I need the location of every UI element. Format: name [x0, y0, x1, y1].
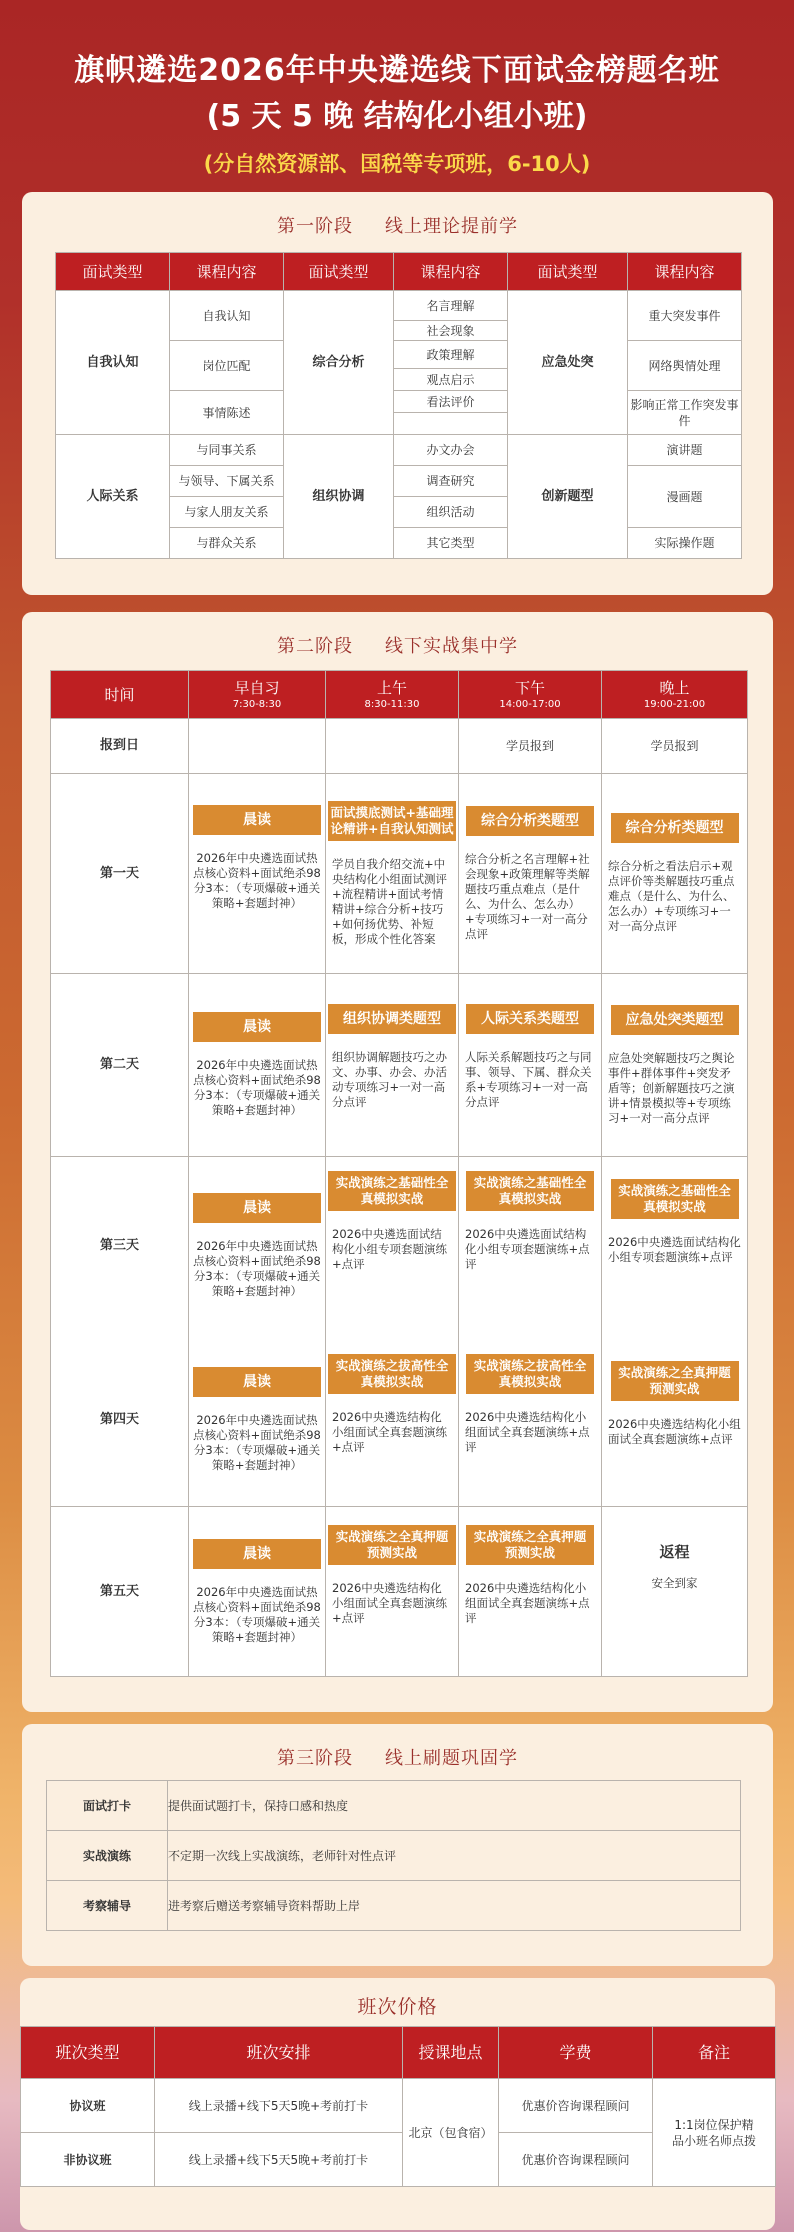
type-cell: 创新题型: [508, 435, 628, 559]
day-label: 第三天: [51, 1157, 189, 1335]
content-cell: 网络舆情处理: [628, 341, 742, 391]
am-cell: [326, 1335, 459, 1507]
col-header: 授课地点: [403, 2027, 499, 2079]
type-cell: 综合分析: [284, 291, 394, 435]
session-title: 晨读: [193, 1539, 321, 1569]
session-desc: 2026中央遴选面试结构化小组专项套题演练+点评: [465, 1227, 590, 1272]
class-fee: 优惠价咨询课程顾问: [499, 2133, 653, 2187]
col-header-time: 时间: [51, 671, 189, 719]
cell: 学员报到: [602, 719, 748, 774]
content-cell: 岗位匹配: [170, 341, 284, 391]
pm-cell: [459, 1507, 602, 1677]
session-desc: 学员自我介绍交流+中央结构化小组面试测评+流程精讲+面试考情精讲+综合分析+技巧+如何扬优势、补短板，形成个性化答案: [332, 856, 447, 946]
pm-cell: [459, 774, 602, 974]
col-header: 备注: [653, 2027, 776, 2079]
session-title: 实战演练之拔高性全真模拟实战: [328, 1354, 456, 1394]
type-cell: 人际关系: [56, 435, 170, 559]
content-cell: 与家人朋友关系: [170, 497, 284, 528]
pm-cell: [459, 1335, 602, 1507]
session-title: 综合分析类题型: [611, 813, 739, 843]
row-label: 面试打卡: [47, 1781, 168, 1831]
stage2-panel: [22, 612, 773, 1712]
stage3-heading: 第三阶段 线上刷题巩固学: [277, 1748, 518, 1769]
session-title: 返程: [659, 1543, 690, 1561]
content-cell: 办文办会: [394, 435, 508, 466]
session-title: 晨读: [193, 1012, 321, 1042]
morning-cell: [189, 1335, 326, 1507]
type-cell: 组织协调: [284, 435, 394, 559]
eve-cell: [602, 774, 748, 974]
am-cell: [326, 1157, 459, 1335]
stage3-table: [46, 1780, 741, 1931]
am-cell: [326, 974, 459, 1157]
type-cell: 自我认知: [56, 291, 170, 435]
row-text: 提供面试题打卡，保持口感和热度: [168, 1781, 741, 1831]
morning-cell: [189, 1157, 326, 1335]
session-title: 面试摸底测试+基础理论精讲+自我认知测试: [328, 801, 456, 841]
day-label: 第五天: [51, 1507, 189, 1677]
session-desc: 综合分析之看法启示+观点评价等类解题技巧重点难点（是什么、为什么、怎么办）+专项练习+一对一高分点评: [608, 859, 735, 933]
row-text: 不定期一次线上实战演练，老师针对性点评: [168, 1831, 741, 1881]
class-location: 北京（包食宿）: [403, 2079, 499, 2187]
content-cell: 与同事关系: [170, 435, 284, 466]
session-desc: 2026中央遴选面试结构化小组专项套题演练+点评: [332, 1227, 447, 1272]
eve-cell: [602, 1507, 748, 1677]
sub-title: (5 天 5 晚 结构化小组小班): [206, 99, 588, 134]
morning-cell: [189, 974, 326, 1157]
session-title: 实战演练之基础性全真模拟实战: [611, 1179, 739, 1219]
stage2-table: [50, 670, 748, 1677]
content-cell: 其它类型: [394, 528, 508, 559]
session-desc: 2026中央遴选结构化小组面试全真套题演练+点评: [608, 1417, 741, 1447]
session-desc: 人际关系解题技巧之与同事、领导、下属、群众关系+专项练习+一对一高分点评: [465, 1050, 592, 1109]
stage1-table: [55, 252, 742, 559]
row-label: 实战演练: [47, 1831, 168, 1881]
content-cell: 观点启示: [394, 369, 508, 391]
price-heading: 班次价格: [357, 1996, 438, 2018]
content-cell: 组织活动: [394, 497, 508, 528]
day-label: 第二天: [51, 974, 189, 1157]
session-title: 组织协调类题型: [328, 1004, 456, 1034]
session-desc: 2026年中央遴选面试热点核心资料+面试绝杀98分3本：（专项爆破+通关策略+套题封神）: [193, 1413, 321, 1473]
session-title: 实战演练之基础性全真模拟实战: [328, 1171, 456, 1211]
col-header: 课程内容: [394, 253, 508, 291]
content-cell: 调查研究: [394, 466, 508, 497]
session-desc: 安全到家: [651, 1576, 698, 1590]
content-cell: 社会现象: [394, 321, 508, 341]
pm-cell: [459, 974, 602, 1157]
eve-cell: [602, 1335, 748, 1507]
am-cell: [326, 774, 459, 974]
content-cell: 重大突发事件: [628, 291, 742, 341]
session-desc: 2026中央遴选结构化小组面试全真套题演练+点评: [332, 1581, 447, 1625]
session-title: 综合分析类题型: [466, 806, 594, 836]
col-header-morning: 早自习 7:30-8:30: [189, 671, 326, 719]
stage1-panel: [22, 192, 773, 595]
col-header: 班次类型: [21, 2027, 155, 2079]
content-cell: 与领导、下属关系: [170, 466, 284, 497]
content-cell: 与群众关系: [170, 528, 284, 559]
content-cell: 政策理解: [394, 341, 508, 369]
session-title: 晨读: [193, 1193, 321, 1223]
cell: 学员报到: [459, 719, 602, 774]
session-desc: 2026年中央遴选面试热点核心资料+面试绝杀98分3本：（专项爆破+通关策略+套题封神）: [193, 850, 321, 910]
col-header: 班次安排: [155, 2027, 403, 2079]
page-header: [0, 48, 794, 184]
col-header: 面试类型: [508, 253, 628, 291]
session-desc: 2026中央遴选结构化小组面试全真套题演练+点评: [465, 1581, 590, 1625]
session-desc: 2026中央遴选结构化小组面试全真套题演练+点评: [332, 1409, 447, 1454]
session-desc: 应急处突解题技巧之舆论事件+群体事件+突发矛盾等；创新解题技巧之演讲+情景模拟等+专项练习+一对一高分点评: [608, 1050, 735, 1125]
row-text: 进考察后赠送考察辅导资料帮助上岸: [168, 1881, 741, 1931]
session-title: 实战演练之全真押题预测实战: [328, 1525, 456, 1565]
day-label: 第一天: [51, 774, 189, 974]
content-cell: 看法评价: [394, 391, 508, 413]
type-cell: 应急处突: [508, 291, 628, 435]
session-desc: 2026中央遴选面试结构化小组专项套题演练+点评: [608, 1234, 741, 1264]
session-title: 晨读: [193, 1367, 321, 1397]
day-label: 第四天: [51, 1335, 189, 1507]
morning-cell: [189, 1507, 326, 1677]
session-title: 实战演练之基础性全真模拟实战: [466, 1171, 594, 1211]
stage1-heading: 第一阶段 线上理论提前学: [277, 216, 518, 237]
session-title: 应急处突类题型: [611, 1005, 739, 1035]
morning-cell: [189, 774, 326, 974]
col-header: 学费: [499, 2027, 653, 2079]
content-cell: 演讲题: [628, 435, 742, 466]
session-desc: 2026年中央遴选面试热点核心资料+面试绝杀98分3本：（专项爆破+通关策略+套题封神）: [193, 1238, 321, 1298]
session-desc: 综合分析之名言理解+社会现象+政策理解等类解题技巧重点难点（是什么、为什么、怎么办）+专项练习+一对一高分点评: [465, 851, 590, 941]
session-title: 晨读: [193, 805, 321, 835]
session-desc: 2026中央遴选结构化小组面试全真套题演练+点评: [465, 1409, 590, 1454]
session-desc: 2026年中央遴选面试热点核心资料+面试绝杀98分3本：（专项爆破+通关策略+套题封神）: [193, 1584, 321, 1644]
session-title: 实战演练之全真押题预测实战: [466, 1525, 594, 1565]
price-table: [20, 2026, 776, 2187]
col-header-evening: 晚上 19:00-21:00: [602, 671, 748, 719]
pm-cell: [459, 1157, 602, 1335]
content-cell: 漫画题: [628, 466, 742, 528]
main-title: 旗帜遴选2026年中央遴选线下面试金榜题名班: [74, 53, 720, 88]
content-cell: 名言理解: [394, 291, 508, 321]
am-cell: [326, 1507, 459, 1677]
eve-cell: [602, 1157, 748, 1335]
day-label: 报到日: [51, 719, 189, 774]
col-header-am: 上午 8:30-11:30: [326, 671, 459, 719]
content-cell: 事情陈述: [170, 391, 284, 435]
class-type: 协议班: [21, 2079, 155, 2133]
class-fee: 优惠价咨询课程顾问: [499, 2079, 653, 2133]
session-desc: 组织协调解题技巧之办文、办事、办会、办活动专项练习+一对一高分点评: [332, 1050, 447, 1109]
stage3-panel: [22, 1724, 773, 1966]
content-cell: 自我认知: [170, 291, 284, 341]
class-note: 1:1岗位保护精品小班名师点拨: [653, 2079, 776, 2187]
col-header: 课程内容: [628, 253, 742, 291]
col-header: 面试类型: [284, 253, 394, 291]
class-plan: 线上录播+线下5天5晚+考前打卡: [155, 2133, 403, 2187]
session-title: 实战演练之全真押题预测实战: [611, 1361, 739, 1401]
row-label: 考察辅导: [47, 1881, 168, 1931]
col-header-pm: 下午 14:00-17:00: [459, 671, 602, 719]
content-cell: 实际操作题: [628, 528, 742, 559]
class-type: 非协议班: [21, 2133, 155, 2187]
content-cell: 影响正常工作突发事件: [628, 391, 742, 435]
class-note: (分自然资源部、国税等专项班，6-10人): [203, 152, 591, 176]
content-cell: [394, 413, 508, 435]
eve-cell: [602, 974, 748, 1157]
session-title: 实战演练之拔高性全真模拟实战: [466, 1354, 594, 1394]
price-panel: [20, 1978, 775, 2230]
session-title: 人际关系类题型: [466, 1004, 594, 1034]
class-plan: 线上录播+线下5天5晚+考前打卡: [155, 2079, 403, 2133]
session-desc: 2026年中央遴选面试热点核心资料+面试绝杀98分3本：（专项爆破+通关策略+套题封神）: [193, 1058, 321, 1117]
stage2-heading: 第二阶段 线下实战集中学: [277, 636, 518, 657]
col-header: 课程内容: [170, 253, 284, 291]
col-header: 面试类型: [56, 253, 170, 291]
